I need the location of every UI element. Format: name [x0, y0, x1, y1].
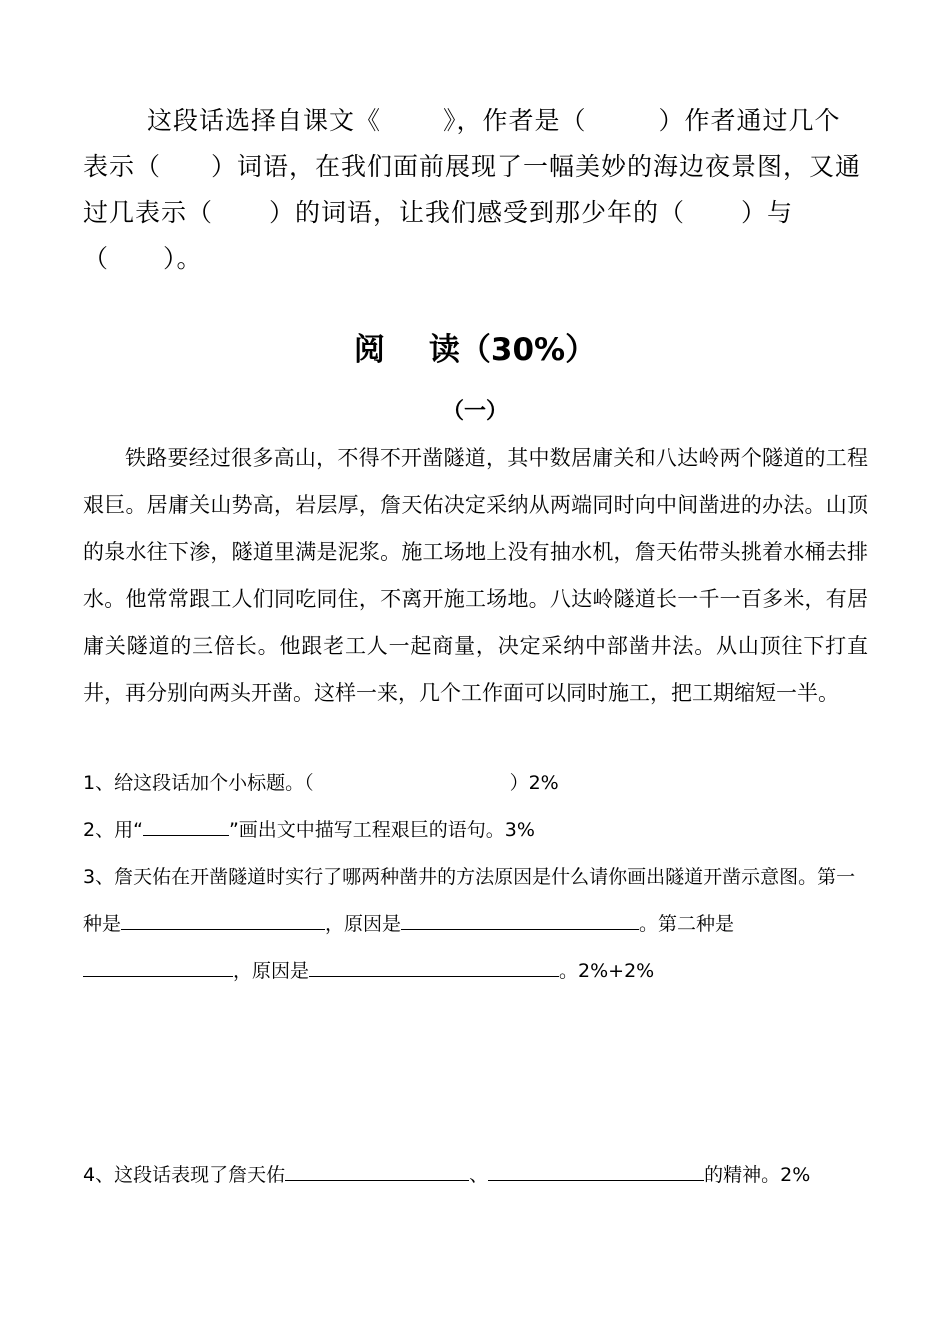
- intro-text: （: [83, 244, 110, 273]
- intro-text: ）的词语，让我们感受到那少年的（: [269, 198, 686, 227]
- underline-sample: [143, 817, 229, 836]
- question-1: [83, 760, 868, 807]
- intro-text: ）词语，在我们面前展现了一幅美妙的海边夜景图，又通: [211, 152, 862, 181]
- intro-line-3: [83, 190, 868, 236]
- intro-text: 》，作者是（: [443, 106, 587, 135]
- answer-blank[interactable]: [285, 1162, 469, 1181]
- question-text: 3、詹天佑在开凿隧道时实行了哪两种凿井的方法原因是什么请你画出隧道开凿示意图。第一种是: [83, 866, 856, 935]
- question-text: ，原因是: [325, 913, 402, 935]
- intro-text: ）与: [741, 198, 794, 227]
- section-subtitle: （一）: [441, 399, 508, 424]
- question-text: ，原因是: [233, 960, 310, 982]
- answer-blank[interactable]: [309, 958, 559, 977]
- passage-text: 铁路要经过很多高山，不得不开凿隧道，其中数居庸关和八达岭两个隧道的工程艰巨。居庸关山势高，岩层厚，詹天佑决定采纳从两端同时向中间凿进的办法。山顶的泉水往下渗，隧道里满是泥浆。施工场地上没有抽水机，詹天佑带头挑着水桶去排水。他常常跟工人们同吃同住，不离开施工场地。八达岭隧道长一千一百多米，有居庸关隧道的三倍长。他跟老工人一起商量，决定采纳中部凿井法。从山顶往下打直井，再分别向两头开凿。这样一来，几个工作面可以同时施工，把工期缩短一半。: [83, 446, 868, 705]
- section-title-rest: 读（30%）: [428, 332, 597, 368]
- question-4: [83, 1152, 810, 1199]
- intro-text: 这段话选择自课文《: [147, 106, 382, 135]
- question-3: [83, 854, 868, 995]
- reading-passage: [83, 435, 868, 717]
- section-title-char: 阅: [353, 332, 385, 368]
- question-text: 、: [469, 1164, 489, 1186]
- question-text: ”画出文中描写工程艰巨的语句。3%: [228, 819, 535, 841]
- question-text: 。第二种是: [639, 913, 735, 935]
- intro-paragraph: [83, 98, 868, 282]
- answer-blank[interactable]: [488, 1162, 704, 1181]
- intro-line-1: [83, 98, 868, 144]
- answer-blank[interactable]: [121, 911, 325, 930]
- question-text: 4、这段话表现了詹天佑: [83, 1164, 286, 1186]
- intro-text: 过几表示（: [83, 198, 214, 227]
- intro-text: ）作者通过几个: [658, 106, 841, 135]
- question-text: 的精神。2%: [704, 1164, 811, 1186]
- question-text: ）2%: [509, 772, 559, 794]
- intro-text: 表示（: [83, 152, 162, 181]
- intro-line-2: [83, 144, 868, 190]
- answer-blank[interactable]: [401, 911, 639, 930]
- questions-block: [83, 760, 868, 995]
- question-text: 。2%+2%: [559, 960, 655, 982]
- question-text: 1、给这段话加个小标题。（: [83, 772, 314, 794]
- question-2: [83, 807, 868, 854]
- answer-blank[interactable]: [83, 958, 233, 977]
- intro-line-4: [83, 236, 868, 282]
- section-title: [0, 326, 950, 374]
- intro-text: ）。: [163, 244, 203, 273]
- question-text: 2、用“: [83, 819, 143, 841]
